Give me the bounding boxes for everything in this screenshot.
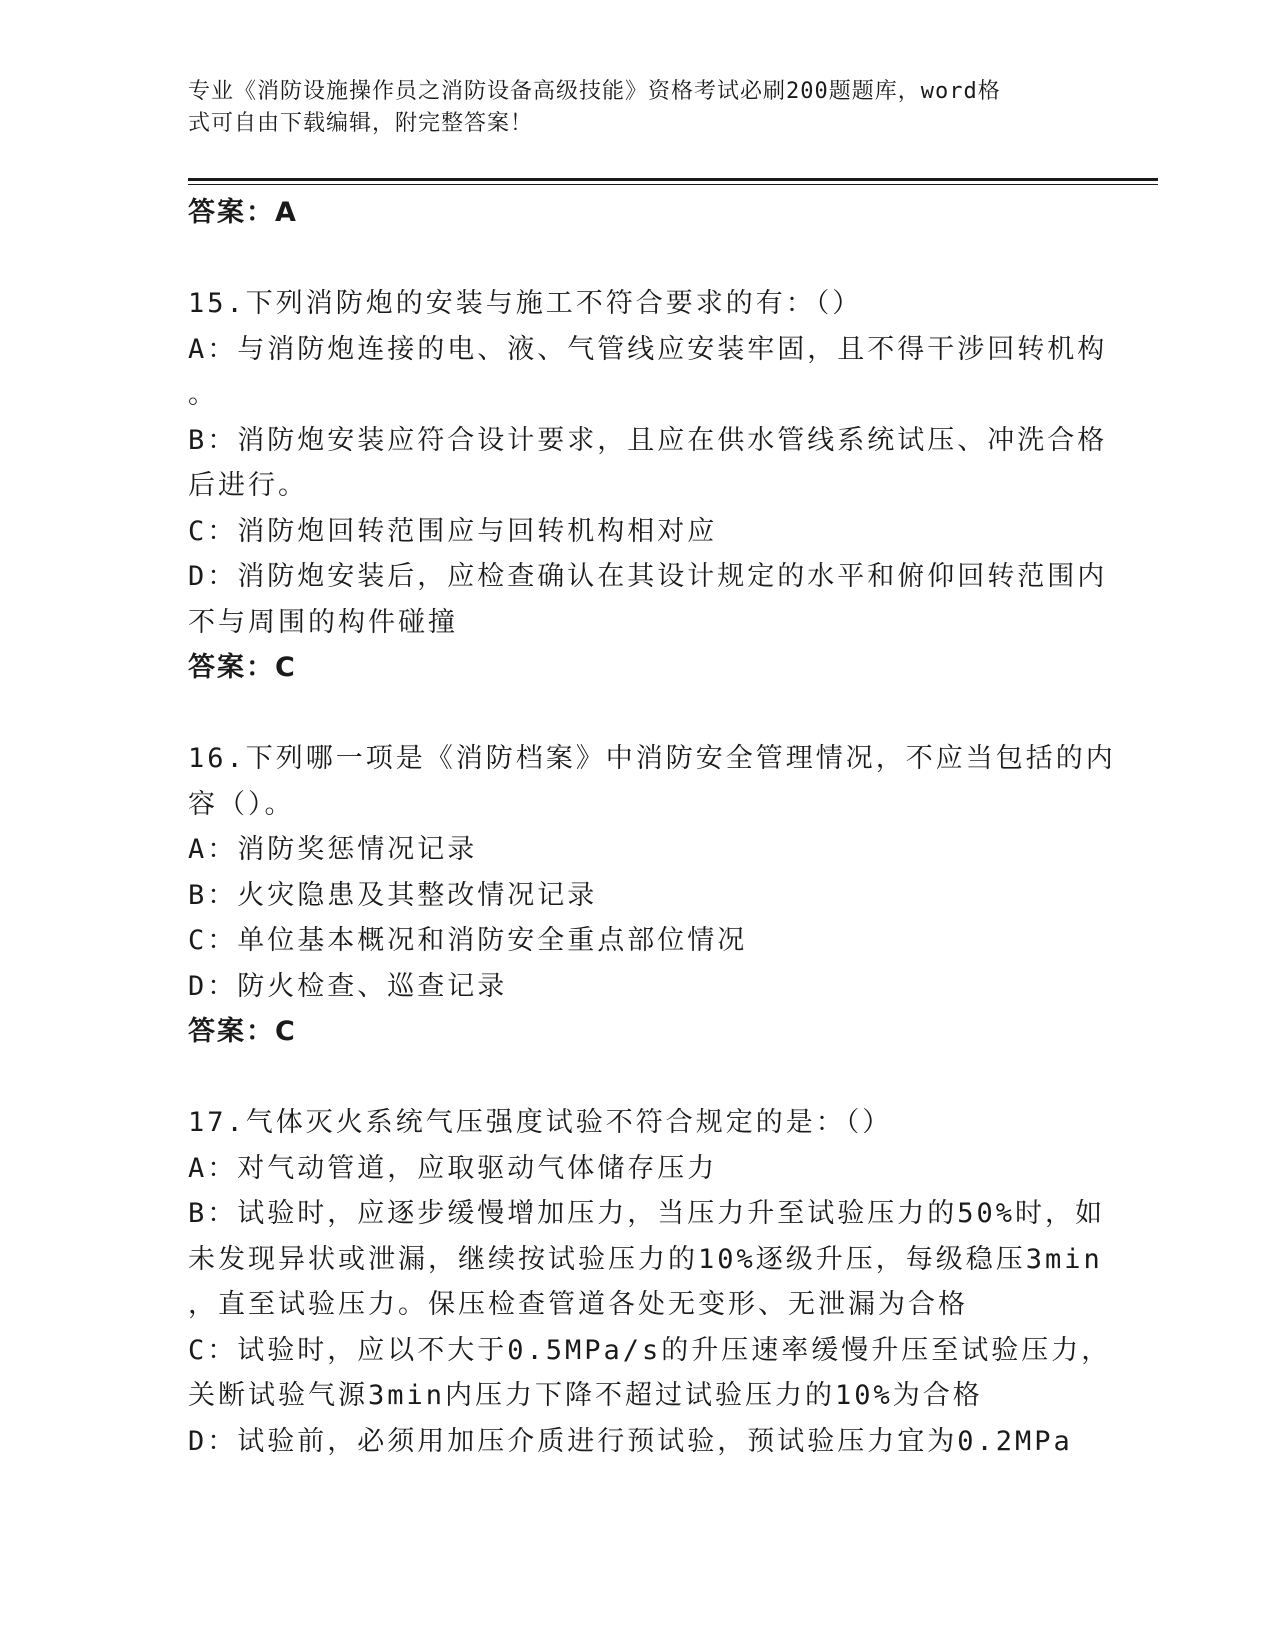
question-line: 不与周围的构件碰撞 xyxy=(188,606,458,638)
question-line: C：单位基本概况和消防安全重点部位情况 xyxy=(188,925,748,956)
question-line: B：试验时，应逐步缓慢增加压力，当压力升至试验压力的50%时，如 xyxy=(188,1198,1106,1229)
question-line: D：试验前，必须用加压介质进行预试验，预试验压力宜为0.2MPa xyxy=(188,1425,1073,1457)
question-line: B：火灾隐患及其整改情况记录 xyxy=(188,879,598,911)
question-content xyxy=(188,190,1116,1464)
question-line: 关断试验气源3min内压力下降不超过试验压力的10%为合格 xyxy=(188,1380,983,1411)
spacer xyxy=(188,1055,1088,1101)
question-line: ，直至试验压力。保压检查管道各处无变形、无泄漏为合格 xyxy=(188,1289,968,1320)
question-line: C：试验时，应以不大于0.5MPa/s的升压速率缓慢升压至试验压力， xyxy=(188,1334,1112,1366)
question-line: 。 xyxy=(188,379,218,410)
question-15 xyxy=(188,281,1108,691)
question-line: C：消防炮回转范围应与回转机构相对应 xyxy=(188,515,718,547)
header-rule-thick xyxy=(188,178,1158,181)
document-header: 专业《消防设施操作员之消防设备高级技能》资格考试必刷200题题库，word格 式可自由下载编辑，附完整答案！ xyxy=(188,79,1001,136)
question-line: A：消防奖惩情况记录 xyxy=(188,834,478,865)
previous-answer: 答案：A xyxy=(188,197,298,228)
header-rule-thin xyxy=(188,184,1158,185)
question-17 xyxy=(188,1100,1112,1464)
question-line: B：消防炮安装应符合设计要求，且应在供水管线系统试压、冲洗合格 xyxy=(188,424,1108,456)
spacer xyxy=(188,236,1088,282)
question-line: A：对气动管道，应取驱动气体储存压力 xyxy=(188,1152,718,1184)
question-line: A：与消防炮连接的电、液、气管线应安装牢固，且不得干涉回转机构 xyxy=(188,333,1108,365)
answer-line: 答案：C xyxy=(188,1016,297,1047)
question-line: 容（）。 xyxy=(188,788,295,820)
question-line: D：消防炮安装后，应检查确认在其设计规定的水平和俯仰回转范围内 xyxy=(188,561,1108,592)
answer-line: 答案：C xyxy=(188,652,297,683)
question-line: 15.下列消防炮的安装与施工不符合要求的有：（） xyxy=(188,288,863,319)
question-line: 17.气体灭火系统气压强度试验不符合规定的是：（） xyxy=(188,1107,893,1138)
question-line: 后进行。 xyxy=(188,470,308,501)
question-line: 未发现异状或泄漏，继续按试验压力的10%逐级升压，每级稳压3min xyxy=(188,1243,1103,1275)
question-16 xyxy=(188,736,1116,1055)
question-line: D：防火检查、巡查记录 xyxy=(188,970,508,1002)
spacer xyxy=(188,691,1088,737)
question-line: 16.下列哪一项是《消防档案》中消防安全管理情况，不应当包括的内 xyxy=(188,743,1116,774)
